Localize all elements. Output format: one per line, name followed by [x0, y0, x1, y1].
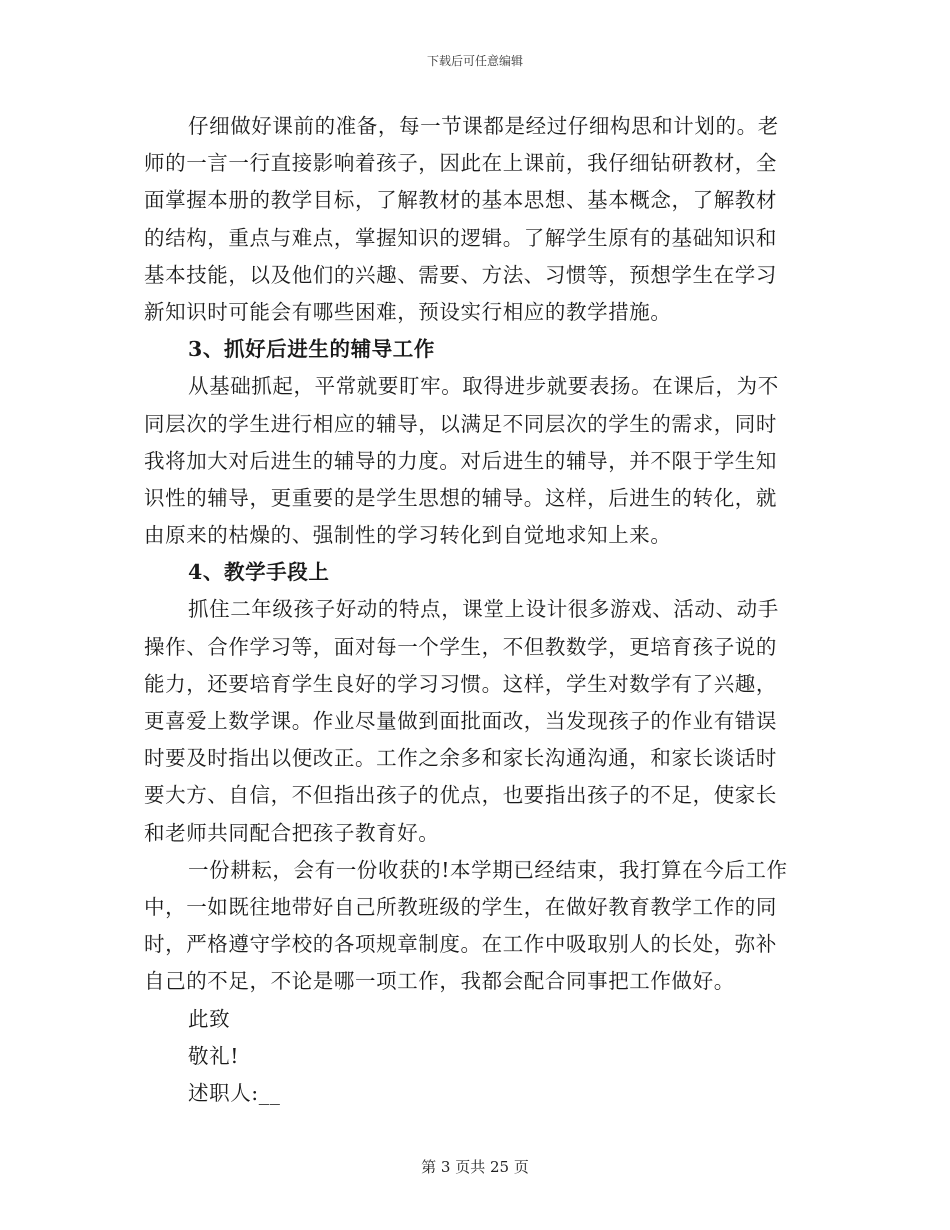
paragraph-2-line-2: 同层次的学生进行相应的辅导，以满足不同层次的学生的需求，同时 — [144, 411, 777, 436]
paragraph-1-line-1: 仔细做好课前的准备，每一节课都是经过仔细构思和计划的。老 — [188, 114, 779, 138]
paragraph-4-line-1: 一份耕耘，会有一份收获的!本学期已经结束，我打算在今后工作 — [188, 857, 788, 882]
section-heading-3: 3、抓好后进生的辅导工作 — [188, 337, 435, 362]
paragraph-3-line-2: 操作、合作学习等，面对每一个学生，不但教数学，更培育孩子说的 — [144, 634, 777, 659]
paragraph-4-line-3: 时，严格遵守学校的各项规章制度。在工作中吸取别人的长处，弥补 — [144, 932, 777, 957]
paragraph-1-line-6: 新知识时可能会有哪些困难，预设实行相应的教学措施。 — [144, 299, 672, 324]
page-header: 下载后可任意编辑 — [426, 54, 523, 68]
paragraph-2-line-1: 从基础抓起，平常就要盯牢。取得进步就要表扬。在课后，为不 — [188, 374, 779, 399]
paragraph-3-line-1: 抓住二年级孩子好动的特点，课堂上设计很多游戏、活动、动手 — [188, 597, 779, 622]
document-body — [144, 108, 816, 1112]
paragraph-1-line-3: 面掌握本册的教学目标，了解教材的基本思想、基本概念，了解教材 — [144, 188, 777, 213]
paragraph-2-line-3: 我将加大对后进生的辅导的力度。对后进生的辅导，并不限于学生知 — [144, 448, 777, 473]
section-heading-4: 4、教学手段上 — [188, 560, 330, 585]
paragraph-2-line-4: 识性的辅导，更重要的是学生思想的辅导。这样，后进生的转化，就 — [144, 485, 777, 510]
paragraph-3-line-7: 和老师共同配合把孩子教育好。 — [144, 820, 440, 845]
paragraph-2-line-5: 由原来的枯燥的、强制性的学习转化到自觉地求知上来。 — [144, 523, 672, 548]
paragraph-4-line-2: 中，一如既往地带好自己所教班级的学生，在做好教育教学工作的同 — [144, 894, 777, 919]
paragraph-1-line-4: 的结构，重点与难点，掌握知识的逻辑。了解学生原有的基础知识和 — [144, 225, 777, 250]
closing-salutation: 此致 — [188, 1006, 231, 1031]
closing-regards: 敬礼! — [188, 1043, 240, 1068]
signature-line: 述职人:__ — [188, 1080, 281, 1105]
paragraph-3-line-5: 时要及时指出以便改正。工作之余多和家长沟通沟通，和家长谈话时 — [144, 746, 777, 771]
paragraph-3-line-4: 更喜爱上数学课。作业尽量做到面批面改，当发现孩子的作业有错误 — [144, 709, 777, 733]
paragraph-1-line-5: 基本技能，以及他们的兴趣、需要、方法、习惯等，预想学生在学习 — [144, 262, 777, 287]
paragraph-4-line-4: 自己的不足，不论是哪一项工作，我都会配合同事把工作做好。 — [144, 969, 735, 994]
paragraph-3-line-3: 能力，还要培育学生良好的学习习惯。这样，学生对数学有了兴趣， — [144, 671, 777, 696]
paragraph-1-line-2: 师的一言一行直接影响着孩子，因此在上课前，我仔细钻研教材，全 — [144, 151, 777, 176]
page-number: 第 3 页共 25 页 — [421, 1158, 529, 1176]
paragraph-3-line-6: 要大方、自信，不但指出孩子的优点，也要指出孩子的不足，使家长 — [144, 783, 777, 808]
